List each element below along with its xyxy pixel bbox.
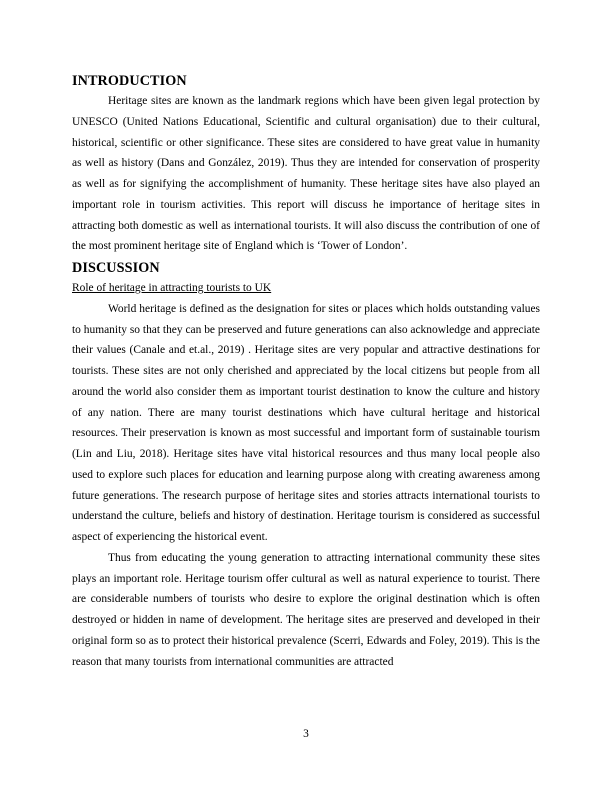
discussion-heading: DISCUSSION — [72, 260, 160, 276]
introduction-paragraph: Heritage sites are known as the landmark regions which have been given legal protection by UNESCO (United Nations Educational, Scientific and cultural organisation) due to their cultural, historical, scientific or other significance. These sites are considered to have great value in humanity as well as history (Dans and González, 2019). Thus they are intended for conservation of prosperity as well as for signifying the accomplishment of humanity. These heritage sites have also played an important role in tourism activities. This report will discuss he importance of heritage sites in attracting both domestic as well as international tourists. It will also discuss the contribution of one of the most prominent heritage site of England which is ‘Tower of London’. — [72, 95, 540, 253]
discussion-paragraph-1: World heritage is defined as the designation for sites or places which holds outstanding values to humanity so that they can be preserved and future generations can also acknowledge and appreciate their values (Canale and et.al., 2019) . Heritage sites are very popular and attractive destinations for tourists. These sites are not only cherished and appreciated by the local citizens but people from all around the world also consider them as important tourist destination to know the culture and history of any nation. There are many tourist destinations which have cultural heritage and historical resources. Their preservation is known as most successful and important form of sustainable tourism (Lin and Liu, 2018). Heritage sites have vital historical resources and thus many local people also used to explore such places for education and learning purpose along with creating awareness among future generations. The research purpose of heritage sites and stories attracts international tourists to understand the culture, beliefs and history of destination. Heritage tourism is considered as successful aspect of experiencing the historical event. — [72, 302, 540, 543]
discussion-paragraph-2: Thus from educating the young generation to attracting international community these sites plays an important role. Heritage tourism offer cultural as well as natural experience to tourist. There are considerable numbers of tourists who desire to explore the original destination which is often destroyed or hidden in name of development. The heritage sites are preserved and developed in their original form so as to protect their historical prevalence (Scerri, Edwards and Foley, 2019). This is the reason that many tourists from international communities are attracted — [72, 551, 540, 668]
document-page — [72, 72, 540, 672]
role-of-heritage-subheading: Role of heritage in attracting tourists to UK — [72, 282, 272, 294]
introduction-heading: INTRODUCTION — [72, 73, 187, 89]
page-number: 3 — [303, 728, 309, 740]
